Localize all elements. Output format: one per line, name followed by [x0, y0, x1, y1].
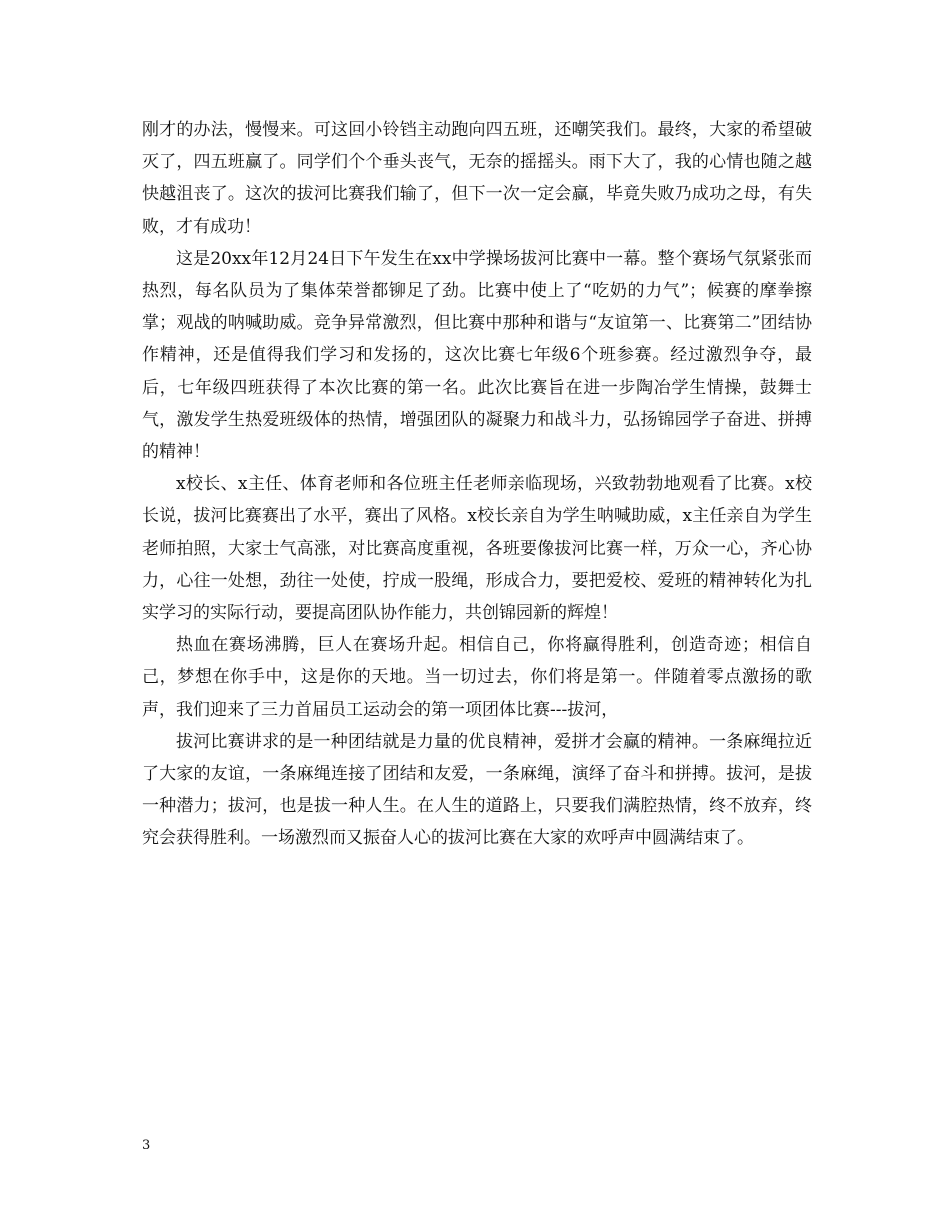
document-body	[142, 114, 812, 855]
paragraph-1: 刚才的办法，慢慢来。可这回小铃铛主动跑向四五班，还嘲笑我们。最终，大家的希望破灭了，四五班赢了。同学们个个垂头丧气，无奈的摇摇头。雨下大了，我的心情也随之越快越沮丧了。这次的拔河比赛我们输了，但下一次一定会赢，毕竟失败乃成功之母，有失败，才有成功！	[142, 120, 812, 237]
page-number: 3	[142, 1138, 151, 1153]
paragraph-3: x校长、x主任、体育老师和各位班主任老师亲临现场，兴致勃勃地观看了比赛。x校长说，拔河比赛赛出了水平，赛出了风格。x校长亲自为学生呐喊助威，x主任亲自为学生老师拍照，大家士气高涨，对比赛高度重视，各班要像拔河比赛一样，万众一心，齐心协力，心往一处想，劲往一处使，拧成一股绳，形成合力，要把爱校、爱班的精神转化为扎实学习的实际行动，要提高团队协作能力，共创锦园新的辉煌！	[142, 474, 812, 624]
paragraph-5: 拔河比赛讲求的是一种团结就是力量的优良精神，爱拼才会赢的精神。一条麻绳拉近了大家的友谊，一条麻绳连接了团结和友爱，一条麻绳，演绎了奋斗和拼搏。拔河，是拔一种潜力；拔河，也是拔一种人生。在人生的道路上，只要我们满腔热情，终不放弃，终究会获得胜利。一场激烈而又振奋人心的拔河比赛在大家的欢呼声中圆满结束了。	[142, 731, 812, 849]
paragraph-4: 热血在赛场沸腾，巨人在赛场升起。相信自己，你将赢得胜利，创造奇迹；相信自己，梦想在你手中，这是你的天地。当一切过去，你们将是第一。伴随着零点激扬的歌声，我们迎来了三力首届员工运动会的第一项团体比赛---拔河，	[142, 635, 812, 720]
paragraph-2: 这是20xx年12月24日下午发生在xx中学操场拔河比赛中一幕。整个赛场气氛紧张而热烈，每名队员为了集体荣誉都铆足了劲。比赛中使上了“吃奶的力气”；候赛的摩拳擦掌；观战的呐喊助威。竞争异常激烈，但比赛中那种和谐与“友谊第一、比赛第二”团结协作精神，还是值得我们学习和发扬的，这次比赛七年级6个班参赛。经过激烈争夺，最后，七年级四班获得了本次比赛的第一名。此次比赛旨在进一步陶冶学生情操，鼓舞士气，激发学生热爱班级体的热情，增强团队的凝聚力和战斗力，弘扬锦园学子奋进、拼搏的精神！	[142, 248, 812, 463]
